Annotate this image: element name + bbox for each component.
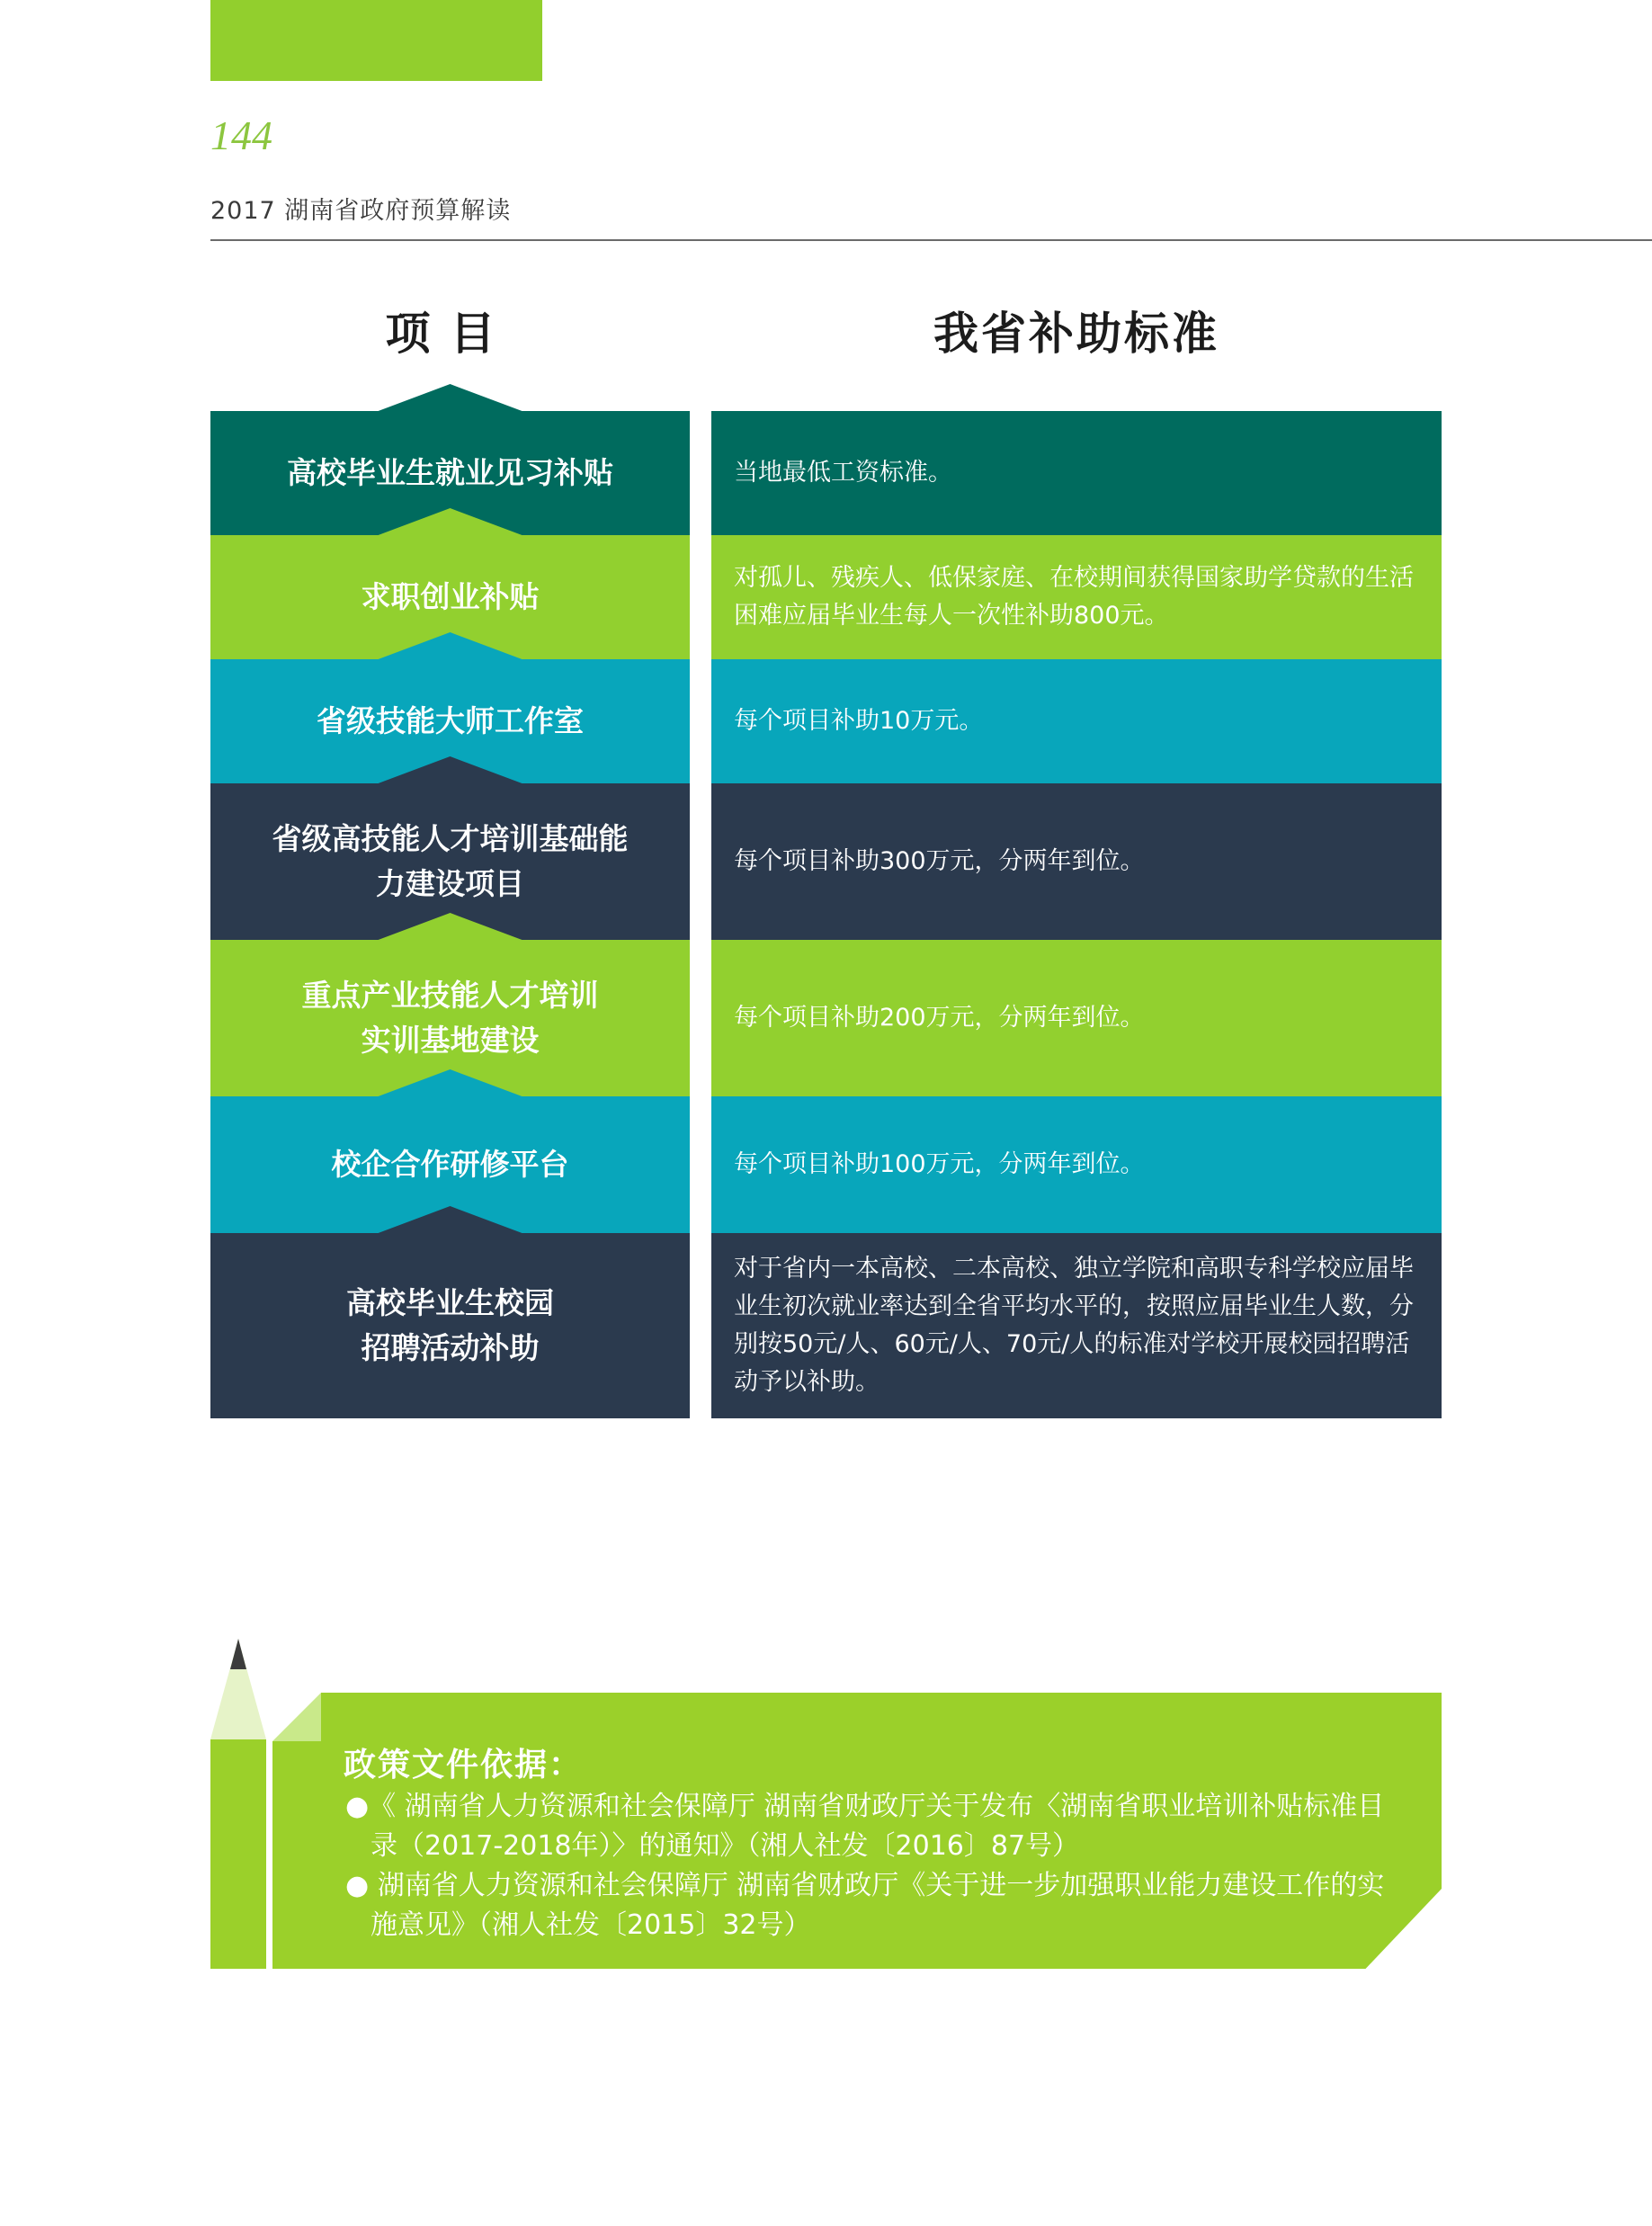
row-chevron <box>210 384 690 411</box>
running-title: 2017 湖南省政府预算解读 <box>210 197 512 225</box>
policy-item: ●《 湖南省人力资源和社会保障厅 湖南省财政厅关于发布〈湖南省职业培训补贴标准目录（2017-2018年）〉的通知》（湘人社发〔2016〕87号） <box>345 1791 1385 1862</box>
table-row-standard: 对孤儿、残疾人、低保家庭、在校期间获得国家助学贷款的生活困难应届毕业生每人一次性补助800元。 <box>711 535 1442 659</box>
page-number: 144 <box>210 112 272 158</box>
table-row-project: 重点产业技能人才培训实训基地建设 <box>210 940 690 1096</box>
folded-corner <box>272 1693 321 1741</box>
table-row-project: 校企合作研修平台 <box>210 1096 690 1233</box>
table-row-standard: 每个项目补助300万元，分两年到位。 <box>711 783 1442 940</box>
table-row-standard: 对于省内一本高校、二本高校、独立学院和高职专科学校应届毕业生初次就业率达到全省平均水平的，按照应届毕业生人数，分别按50元/人、60元/人、70元/人的标准对学校开展校园招聘活动予以补助。 <box>711 1233 1442 1418</box>
header-color-tab <box>210 0 542 81</box>
table-row-project: 求职创业补贴 <box>210 535 690 659</box>
table-row-standard: 每个项目补助100万元，分两年到位。 <box>711 1096 1442 1233</box>
table-row-standard: 当地最低工资标准。 <box>711 411 1442 535</box>
pencil-body <box>210 1739 266 1969</box>
policy-title: 政策文件依据： <box>344 1747 584 1783</box>
column-header-project: 项目 <box>385 307 515 360</box>
header-divider <box>210 239 1652 241</box>
table-row-standard: 每个项目补助200万元，分两年到位。 <box>711 940 1442 1096</box>
policy-item: ● 湖南省人力资源和社会保障厅 湖南省财政厅《关于进一步加强职业能力建设工作的实施意见》（湘人社发〔2015〕32号） <box>345 1870 1385 1941</box>
table-row-project: 省级高技能人才培训基础能力建设项目 <box>210 783 690 940</box>
table-row-project: 高校毕业生就业见习补贴 <box>210 411 690 535</box>
pencil-icon <box>210 1639 266 1739</box>
table-row-standard: 每个项目补助10万元。 <box>711 659 1442 783</box>
table-row-project: 高校毕业生校园招聘活动补助 <box>210 1233 690 1418</box>
table-row-project: 省级技能大师工作室 <box>210 659 690 783</box>
column-header-standard: 我省补助标准 <box>933 307 1219 360</box>
